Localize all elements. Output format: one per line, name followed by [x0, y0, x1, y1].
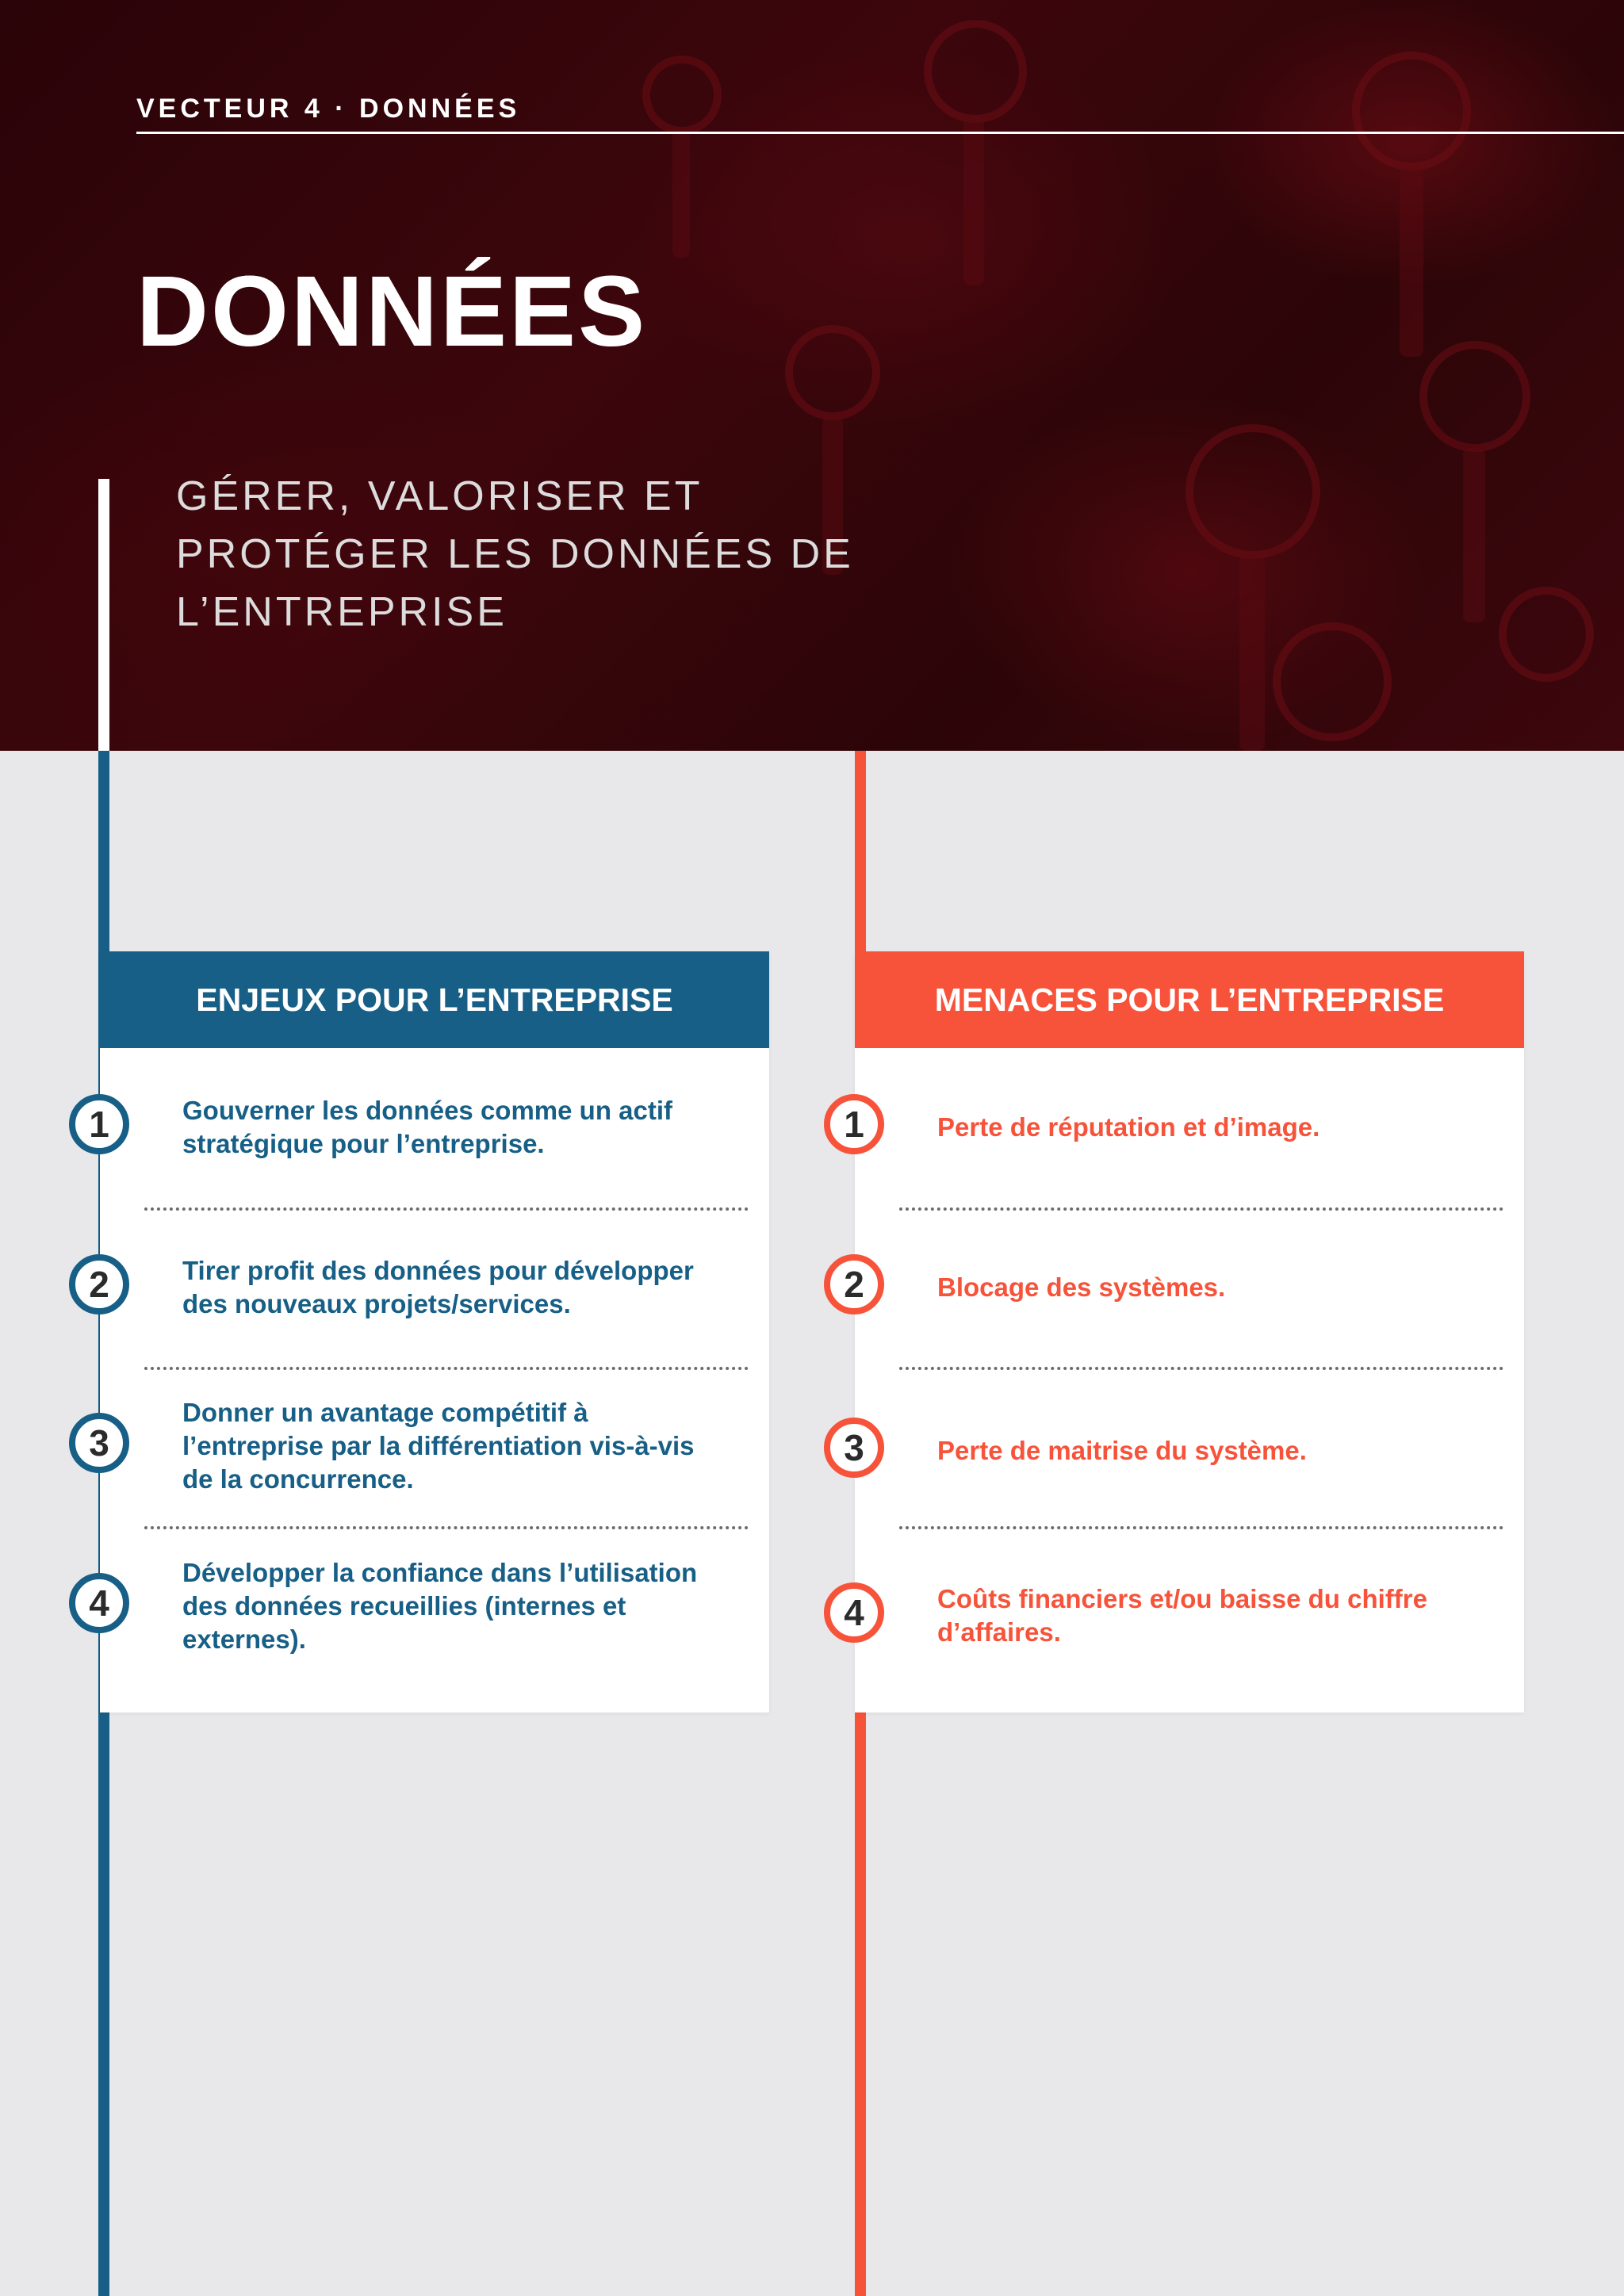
number-badge: 2: [824, 1254, 884, 1314]
page-subtitle: [176, 468, 890, 641]
number-badge: 1: [824, 1094, 884, 1154]
list-item-text: Perte de réputation et d’image.: [937, 1112, 1320, 1142]
list-item-text: Gouverner les données comme un actif stratégique pour l’entreprise.: [182, 1096, 673, 1158]
list-item: [89, 1048, 769, 1207]
dotted-divider: [899, 1367, 1503, 1370]
list-item-text: Tirer profit des données pour développer des nouveaux projets/services.: [182, 1256, 694, 1318]
enjeux-card: [89, 951, 769, 1712]
subtitle-line: L’ENTREPRISE: [176, 589, 508, 635]
hero-banner: [0, 0, 1624, 751]
list-item: [844, 1208, 1524, 1367]
list-item-text: Coûts financiers et/ou baisse du chiffre d’affaires.: [937, 1584, 1427, 1647]
subtitle-line: PROTÉGER LES DONNÉES DE: [176, 531, 854, 577]
list-item: [89, 1367, 769, 1525]
list-item: [89, 1527, 769, 1686]
section-kicker: VECTEUR 4 · DONNÉES: [136, 94, 521, 124]
number-badge: 1: [69, 1094, 129, 1154]
menaces-card-title: MENACES POUR L’ENTREPRISE: [855, 951, 1524, 1048]
list-item-text: Blocage des systèmes.: [937, 1272, 1226, 1302]
menaces-card: [844, 951, 1524, 1712]
list-item: [844, 1536, 1524, 1695]
list-item: [844, 1372, 1524, 1530]
number-badge: 4: [69, 1573, 129, 1633]
list-item: [844, 1048, 1524, 1207]
list-item-text: Développer la confiance dans l’utilisation des données recueillies (internes et externes).: [182, 1558, 698, 1654]
page-title: DONNÉES: [136, 255, 648, 367]
enjeux-card-title: ENJEUX POUR L’ENTREPRISE: [100, 951, 769, 1048]
subtitle-line: GÉRER, VALORISER ET: [176, 473, 703, 519]
number-badge: 4: [824, 1582, 884, 1643]
list-item-text: Donner un avantage compétitif à l’entreprise par la différentiation vis-à-vis de la concurrence.: [182, 1398, 695, 1494]
dotted-divider: [899, 1526, 1503, 1529]
kicker-divider: [136, 132, 1624, 134]
number-badge: 3: [69, 1413, 129, 1473]
list-item: [89, 1208, 769, 1367]
number-badge: 3: [824, 1418, 884, 1478]
subtitle-accent-bar: [98, 479, 109, 751]
list-item-text: Perte de maitrise du système.: [937, 1436, 1307, 1465]
number-badge: 2: [69, 1254, 129, 1314]
